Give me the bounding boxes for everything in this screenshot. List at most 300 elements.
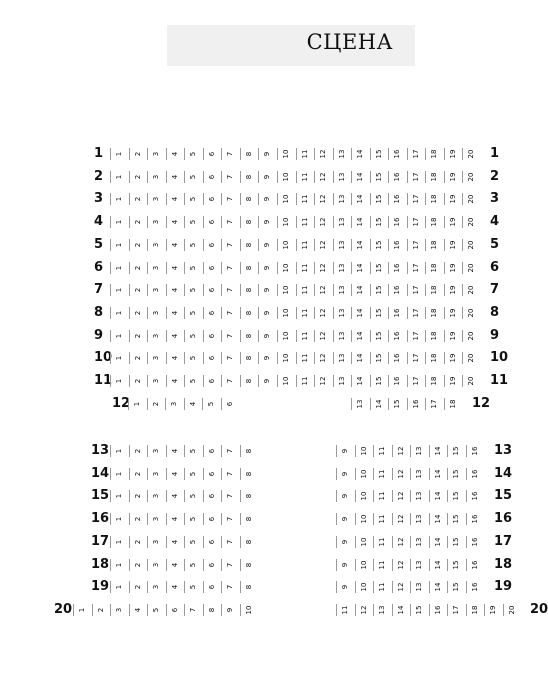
seat[interactable] (203, 191, 220, 207)
seat[interactable] (240, 146, 257, 162)
seat[interactable] (351, 214, 368, 230)
seat[interactable] (314, 214, 331, 230)
seat[interactable] (444, 396, 461, 412)
seat[interactable] (336, 557, 353, 573)
seat[interactable] (466, 511, 483, 527)
seat[interactable] (221, 511, 238, 527)
seat[interactable] (407, 169, 424, 185)
seat[interactable] (410, 511, 427, 527)
seat[interactable] (336, 466, 353, 482)
seat[interactable] (447, 443, 464, 459)
seat[interactable] (429, 557, 446, 573)
seat[interactable] (296, 350, 313, 366)
seat[interactable] (296, 373, 313, 389)
seat[interactable] (370, 282, 387, 298)
seat[interactable] (425, 237, 442, 253)
seat[interactable] (147, 214, 164, 230)
seat[interactable] (407, 350, 424, 366)
seat[interactable] (110, 602, 127, 618)
seat[interactable] (166, 602, 183, 618)
seat[interactable] (166, 466, 183, 482)
seat[interactable] (147, 511, 164, 527)
seat[interactable] (444, 373, 461, 389)
seat[interactable] (355, 443, 372, 459)
seat[interactable] (351, 328, 368, 344)
seat[interactable] (355, 466, 372, 482)
seat[interactable] (370, 396, 387, 412)
seat[interactable] (429, 534, 446, 550)
seat[interactable] (129, 443, 146, 459)
seat[interactable] (314, 305, 331, 321)
seat[interactable] (444, 328, 461, 344)
seat[interactable] (129, 350, 146, 366)
seat[interactable] (407, 214, 424, 230)
seat[interactable] (258, 260, 275, 276)
seat[interactable] (388, 214, 405, 230)
seat[interactable] (147, 237, 164, 253)
seat[interactable] (444, 350, 461, 366)
seat[interactable] (444, 146, 461, 162)
seat[interactable] (166, 373, 183, 389)
seat[interactable] (392, 443, 409, 459)
seat[interactable] (240, 350, 257, 366)
seat[interactable] (258, 282, 275, 298)
seat[interactable] (110, 328, 127, 344)
seat[interactable] (462, 350, 479, 366)
seat[interactable] (129, 169, 146, 185)
seat[interactable] (314, 350, 331, 366)
seat[interactable] (203, 511, 220, 527)
seat[interactable] (392, 488, 409, 504)
seat[interactable] (240, 214, 257, 230)
seat[interactable] (184, 305, 201, 321)
seat[interactable] (466, 602, 483, 618)
seat[interactable] (351, 191, 368, 207)
seat[interactable] (258, 237, 275, 253)
seat[interactable] (444, 214, 461, 230)
seat[interactable] (410, 466, 427, 482)
seat[interactable] (166, 328, 183, 344)
seat[interactable] (333, 214, 350, 230)
seat[interactable] (425, 260, 442, 276)
seat[interactable] (184, 214, 201, 230)
seat[interactable] (351, 260, 368, 276)
seat[interactable] (203, 305, 220, 321)
seat[interactable] (110, 282, 127, 298)
seat[interactable] (184, 328, 201, 344)
seat[interactable] (129, 557, 146, 573)
seat[interactable] (166, 579, 183, 595)
seat[interactable] (221, 396, 238, 412)
seat[interactable] (336, 488, 353, 504)
seat[interactable] (388, 396, 405, 412)
seat[interactable] (462, 191, 479, 207)
seat[interactable] (184, 260, 201, 276)
seat[interactable] (462, 214, 479, 230)
seat[interactable] (203, 579, 220, 595)
seat[interactable] (147, 579, 164, 595)
seat[interactable] (447, 466, 464, 482)
seat[interactable] (110, 373, 127, 389)
seat[interactable] (277, 373, 294, 389)
seat[interactable] (184, 534, 201, 550)
seat[interactable] (147, 602, 164, 618)
seat[interactable] (429, 466, 446, 482)
seat[interactable] (388, 191, 405, 207)
seat[interactable] (462, 282, 479, 298)
seat[interactable] (240, 282, 257, 298)
seat[interactable] (166, 488, 183, 504)
seat[interactable] (240, 169, 257, 185)
seat[interactable] (110, 305, 127, 321)
seat[interactable] (203, 466, 220, 482)
seat[interactable] (147, 191, 164, 207)
seat[interactable] (462, 260, 479, 276)
seat[interactable] (351, 146, 368, 162)
seat[interactable] (425, 305, 442, 321)
seat[interactable] (429, 579, 446, 595)
seat[interactable] (296, 214, 313, 230)
seat[interactable] (110, 511, 127, 527)
seat[interactable] (373, 579, 390, 595)
seat[interactable] (373, 557, 390, 573)
seat[interactable] (165, 396, 182, 412)
seat[interactable] (351, 282, 368, 298)
seat[interactable] (110, 466, 127, 482)
seat[interactable] (166, 214, 183, 230)
seat[interactable] (429, 443, 446, 459)
seat[interactable] (203, 260, 220, 276)
seat[interactable] (373, 534, 390, 550)
seat[interactable] (351, 350, 368, 366)
seat[interactable] (425, 146, 442, 162)
seat[interactable] (296, 146, 313, 162)
seat[interactable] (203, 146, 220, 162)
seat[interactable] (110, 443, 127, 459)
seat[interactable] (92, 602, 109, 618)
seat[interactable] (444, 191, 461, 207)
seat[interactable] (333, 169, 350, 185)
seat[interactable] (503, 602, 520, 618)
seat[interactable] (407, 373, 424, 389)
seat[interactable] (184, 373, 201, 389)
seat[interactable] (277, 350, 294, 366)
seat[interactable] (447, 557, 464, 573)
seat[interactable] (314, 146, 331, 162)
seat[interactable] (392, 466, 409, 482)
seat[interactable] (370, 169, 387, 185)
seat[interactable] (388, 260, 405, 276)
seat[interactable] (466, 579, 483, 595)
seat[interactable] (129, 260, 146, 276)
seat[interactable] (184, 146, 201, 162)
seat[interactable] (129, 602, 146, 618)
seat[interactable] (184, 443, 201, 459)
seat[interactable] (166, 282, 183, 298)
seat[interactable] (129, 305, 146, 321)
seat[interactable] (166, 557, 183, 573)
seat[interactable] (429, 602, 446, 618)
seat[interactable] (429, 488, 446, 504)
seat[interactable] (184, 466, 201, 482)
seat[interactable] (296, 305, 313, 321)
seat[interactable] (240, 191, 257, 207)
seat[interactable] (129, 488, 146, 504)
seat[interactable] (277, 146, 294, 162)
seat[interactable] (110, 237, 127, 253)
seat[interactable] (355, 602, 372, 618)
seat[interactable] (314, 328, 331, 344)
seat[interactable] (336, 443, 353, 459)
seat[interactable] (447, 488, 464, 504)
seat[interactable] (129, 466, 146, 482)
seat[interactable] (203, 557, 220, 573)
seat[interactable] (221, 373, 238, 389)
seat[interactable] (221, 488, 238, 504)
seat[interactable] (147, 146, 164, 162)
seat[interactable] (370, 214, 387, 230)
seat[interactable] (166, 237, 183, 253)
seat[interactable] (277, 328, 294, 344)
seat[interactable] (277, 282, 294, 298)
seat[interactable] (166, 305, 183, 321)
seat[interactable] (221, 260, 238, 276)
seat[interactable] (240, 328, 257, 344)
seat[interactable] (203, 214, 220, 230)
seat[interactable] (184, 191, 201, 207)
seat[interactable] (351, 305, 368, 321)
seat[interactable] (484, 602, 501, 618)
seat[interactable] (277, 169, 294, 185)
seat[interactable] (388, 146, 405, 162)
seat[interactable] (184, 237, 201, 253)
seat[interactable] (466, 466, 483, 482)
seat[interactable] (110, 534, 127, 550)
seat[interactable] (110, 260, 127, 276)
seat[interactable] (240, 305, 257, 321)
seat[interactable] (392, 511, 409, 527)
seat[interactable] (147, 350, 164, 366)
seat[interactable] (351, 373, 368, 389)
seat[interactable] (129, 373, 146, 389)
seat[interactable] (407, 191, 424, 207)
seat[interactable] (425, 169, 442, 185)
seat[interactable] (147, 260, 164, 276)
seat[interactable] (373, 466, 390, 482)
seat[interactable] (333, 260, 350, 276)
seat[interactable] (240, 602, 257, 618)
seat[interactable] (147, 534, 164, 550)
seat[interactable] (147, 328, 164, 344)
seat[interactable] (110, 350, 127, 366)
seat[interactable] (129, 282, 146, 298)
seat[interactable] (296, 237, 313, 253)
seat[interactable] (258, 146, 275, 162)
seat[interactable] (240, 260, 257, 276)
seat[interactable] (373, 443, 390, 459)
seat[interactable] (129, 534, 146, 550)
seat[interactable] (166, 443, 183, 459)
seat[interactable] (407, 328, 424, 344)
seat[interactable] (425, 396, 442, 412)
seat[interactable] (425, 191, 442, 207)
seat[interactable] (388, 305, 405, 321)
seat[interactable] (333, 282, 350, 298)
seat[interactable] (370, 146, 387, 162)
seat[interactable] (221, 237, 238, 253)
seat[interactable] (373, 602, 390, 618)
seat[interactable] (258, 305, 275, 321)
seat[interactable] (336, 534, 353, 550)
seat[interactable] (258, 328, 275, 344)
seat[interactable] (333, 191, 350, 207)
seat[interactable] (462, 146, 479, 162)
seat[interactable] (240, 511, 257, 527)
seat[interactable] (333, 373, 350, 389)
seat[interactable] (277, 237, 294, 253)
seat[interactable] (258, 169, 275, 185)
seat[interactable] (447, 534, 464, 550)
seat[interactable] (447, 511, 464, 527)
seat[interactable] (203, 169, 220, 185)
seat[interactable] (407, 396, 424, 412)
seat[interactable] (336, 602, 353, 618)
seat[interactable] (373, 511, 390, 527)
seat[interactable] (203, 488, 220, 504)
seat[interactable] (314, 373, 331, 389)
seat[interactable] (410, 602, 427, 618)
seat[interactable] (184, 602, 201, 618)
seat[interactable] (147, 557, 164, 573)
seat[interactable] (370, 328, 387, 344)
seat[interactable] (296, 328, 313, 344)
seat[interactable] (147, 396, 164, 412)
seat[interactable] (110, 214, 127, 230)
seat[interactable] (407, 146, 424, 162)
seat[interactable] (407, 305, 424, 321)
seat[interactable] (336, 579, 353, 595)
seat[interactable] (425, 214, 442, 230)
seat[interactable] (314, 260, 331, 276)
seat[interactable] (240, 557, 257, 573)
seat[interactable] (462, 305, 479, 321)
seat[interactable] (462, 237, 479, 253)
seat[interactable] (333, 146, 350, 162)
seat[interactable] (110, 488, 127, 504)
seat[interactable] (184, 579, 201, 595)
seat[interactable] (447, 602, 464, 618)
seat[interactable] (444, 260, 461, 276)
seat[interactable] (277, 305, 294, 321)
seat[interactable] (166, 169, 183, 185)
seat[interactable] (147, 373, 164, 389)
seat[interactable] (333, 305, 350, 321)
seat[interactable] (373, 488, 390, 504)
seat[interactable] (336, 511, 353, 527)
seat[interactable] (351, 169, 368, 185)
seat[interactable] (333, 350, 350, 366)
seat[interactable] (166, 534, 183, 550)
seat[interactable] (410, 534, 427, 550)
seat[interactable] (203, 534, 220, 550)
seat[interactable] (166, 511, 183, 527)
seat[interactable] (388, 282, 405, 298)
seat[interactable] (410, 488, 427, 504)
seat[interactable] (277, 191, 294, 207)
seat[interactable] (410, 579, 427, 595)
seat[interactable] (444, 237, 461, 253)
seat[interactable] (203, 328, 220, 344)
seat[interactable] (425, 373, 442, 389)
seat[interactable] (203, 350, 220, 366)
seat[interactable] (296, 260, 313, 276)
seat[interactable] (129, 146, 146, 162)
seat[interactable] (444, 282, 461, 298)
seat[interactable] (392, 579, 409, 595)
seat[interactable] (147, 169, 164, 185)
seat[interactable] (314, 169, 331, 185)
seat[interactable] (429, 511, 446, 527)
seat[interactable] (333, 237, 350, 253)
seat[interactable] (184, 511, 201, 527)
seat[interactable] (240, 466, 257, 482)
seat[interactable] (110, 169, 127, 185)
seat[interactable] (425, 328, 442, 344)
seat[interactable] (147, 282, 164, 298)
seat[interactable] (370, 260, 387, 276)
seat[interactable] (462, 328, 479, 344)
seat[interactable] (333, 328, 350, 344)
seat[interactable] (184, 557, 201, 573)
seat[interactable] (466, 443, 483, 459)
seat[interactable] (221, 466, 238, 482)
seat[interactable] (355, 579, 372, 595)
seat[interactable] (355, 534, 372, 550)
seat[interactable] (240, 534, 257, 550)
seat[interactable] (388, 373, 405, 389)
seat[interactable] (277, 260, 294, 276)
seat[interactable] (221, 328, 238, 344)
seat[interactable] (221, 214, 238, 230)
seat[interactable] (129, 214, 146, 230)
seat[interactable] (355, 488, 372, 504)
seat[interactable] (73, 602, 90, 618)
seat[interactable] (184, 488, 201, 504)
seat[interactable] (462, 373, 479, 389)
seat[interactable] (388, 328, 405, 344)
seat[interactable] (110, 557, 127, 573)
seat[interactable] (351, 396, 368, 412)
seat[interactable] (110, 191, 127, 207)
seat[interactable] (314, 237, 331, 253)
seat[interactable] (128, 396, 145, 412)
seat[interactable] (129, 328, 146, 344)
seat[interactable] (388, 169, 405, 185)
seat[interactable] (296, 191, 313, 207)
seat[interactable] (166, 350, 183, 366)
seat[interactable] (221, 169, 238, 185)
seat[interactable] (392, 557, 409, 573)
seat[interactable] (166, 191, 183, 207)
seat[interactable] (147, 443, 164, 459)
seat[interactable] (240, 488, 257, 504)
seat[interactable] (221, 146, 238, 162)
seat[interactable] (444, 169, 461, 185)
seat[interactable] (277, 214, 294, 230)
seat[interactable] (355, 557, 372, 573)
seat[interactable] (129, 191, 146, 207)
seat[interactable] (129, 511, 146, 527)
